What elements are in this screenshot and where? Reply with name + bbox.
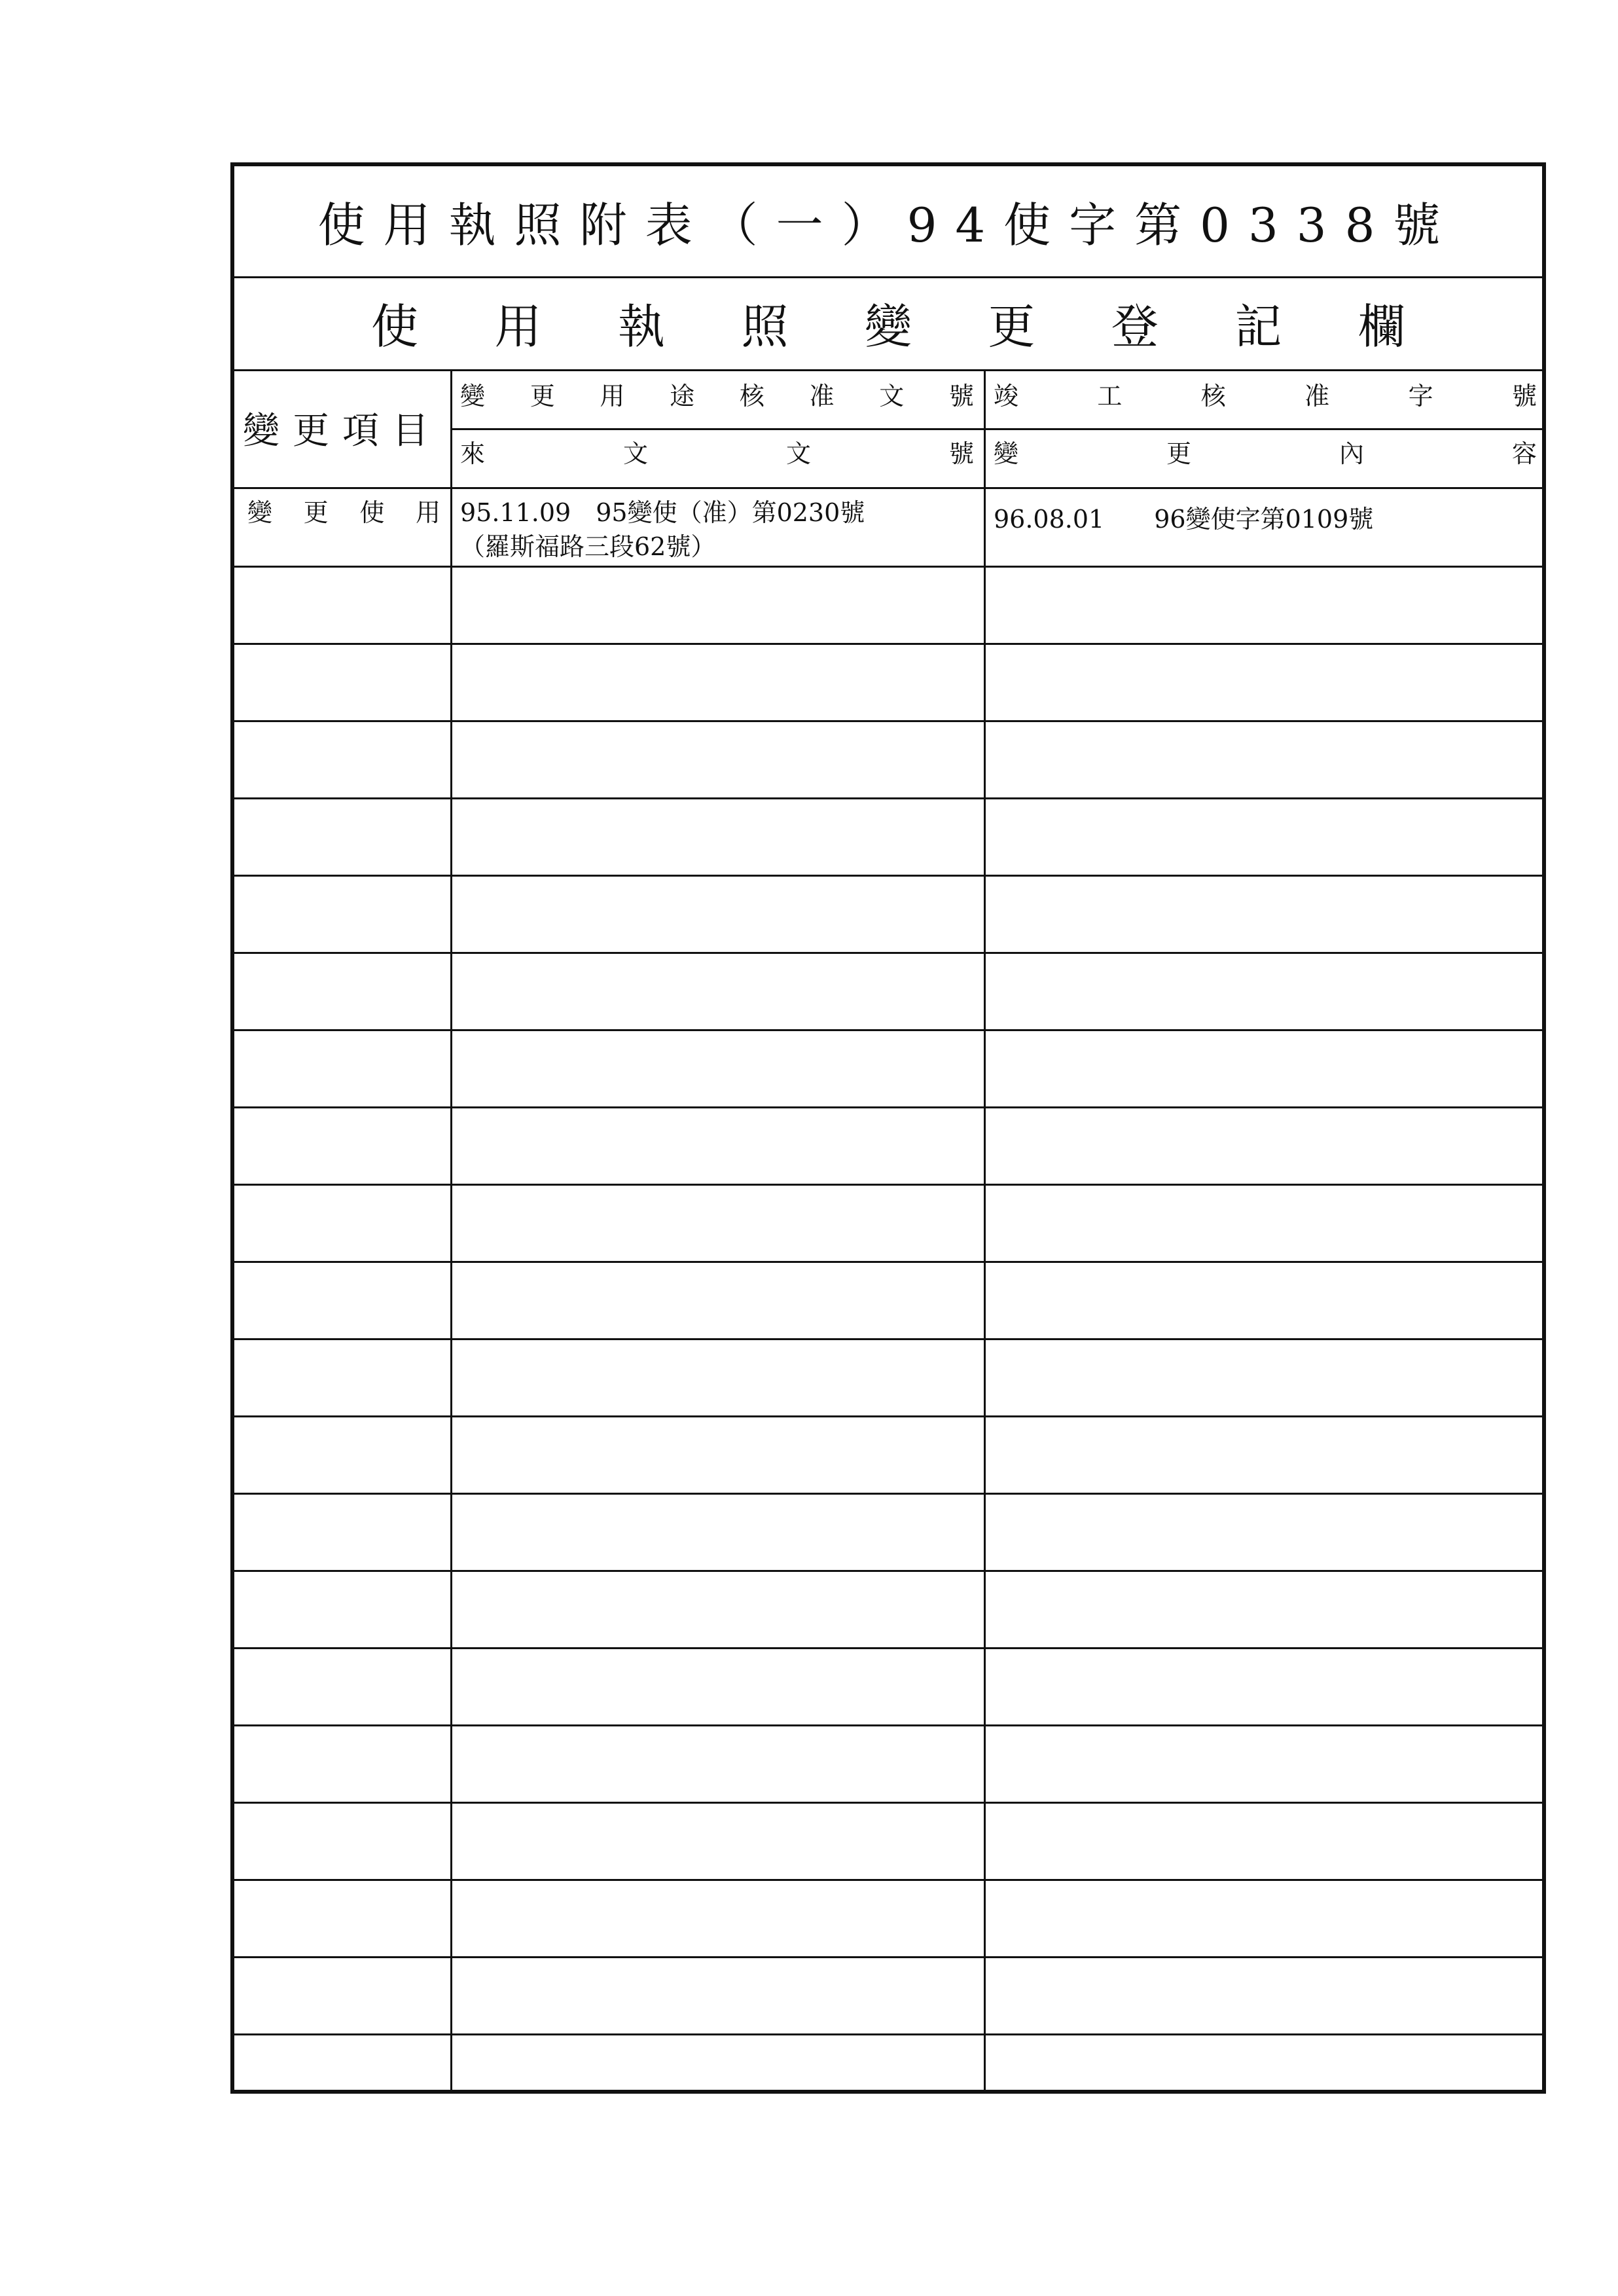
document-title-text: 使用執照附表（一）94使字第0338號 (317, 198, 1459, 253)
row-change-item (247, 500, 440, 525)
subtitle-char: 執 (617, 299, 665, 354)
header-char: 內 (1339, 439, 1364, 468)
header-incoming-doc-no (460, 441, 974, 466)
header-char: 用 (600, 382, 625, 410)
header-char: 途 (670, 382, 695, 410)
header-char: 文 (785, 439, 811, 468)
subtitle-char: 更 (988, 299, 1035, 354)
header-char: 工 (1097, 382, 1123, 410)
header-char: 文 (622, 439, 648, 468)
header-change-content (994, 441, 1537, 466)
header-completion-approval-no (994, 384, 1537, 409)
table-row-rule (234, 1493, 1542, 1495)
subtitle-char: 使 (371, 299, 419, 354)
subtitle-char: 變 (864, 299, 912, 354)
row-approval-address: （羅斯福路三段62號） (460, 532, 716, 561)
table-row-rule (234, 1570, 1542, 1572)
header-char: 核 (739, 382, 764, 410)
table-row-rule (234, 1338, 1542, 1340)
table-row-rule (234, 2033, 1542, 2035)
table-row-rule (234, 1724, 1542, 1726)
header-char: 變 (460, 382, 486, 410)
change-register-table (234, 369, 1542, 2090)
table-row-rule (234, 1956, 1542, 1958)
subtitle-char: 照 (741, 299, 789, 354)
row-item-char: 更 (303, 498, 329, 527)
table-row-rule (234, 875, 1542, 877)
header-char: 號 (1511, 382, 1537, 410)
header-char: 更 (530, 382, 555, 410)
subtitle-char: 用 (494, 299, 542, 354)
header-char: 字 (1408, 382, 1433, 410)
header-char: 准 (809, 382, 835, 410)
header-char: 准 (1304, 382, 1330, 410)
row-item-char: 變 (247, 498, 273, 527)
subtitle-char: 欄 (1357, 299, 1405, 354)
header-bottom-rule (234, 487, 1542, 489)
table-row-rule (234, 643, 1542, 645)
row-item-char: 使 (359, 498, 385, 527)
header-char: 號 (948, 439, 974, 468)
table-row-rule (234, 1106, 1542, 1108)
header-char: 號 (948, 382, 974, 410)
subtitle-char: 記 (1234, 299, 1282, 354)
table-row-rule (234, 1802, 1542, 1804)
subtitle-char: 登 (1111, 299, 1159, 354)
table-row-rule (234, 952, 1542, 954)
header-approval-doc-no (460, 384, 974, 409)
row-completion-no: 96.08.01 96變使字第0109號 (994, 505, 1374, 534)
table-row-rule (234, 1879, 1542, 1881)
table-row-rule (234, 1184, 1542, 1186)
header-change-item: 變更項目 (243, 410, 442, 452)
header-char: 變 (994, 439, 1019, 468)
document-subtitle-text (371, 289, 1405, 357)
row-approval-doc: 95.11.09 95變使（准）第0230號 (460, 498, 865, 527)
table-row-rule (234, 797, 1542, 799)
header-char: 文 (879, 382, 905, 410)
header-divider (450, 428, 1542, 430)
table-row-rule (234, 1029, 1542, 1031)
column-divider (984, 369, 986, 2090)
header-char: 來 (460, 439, 486, 468)
column-divider (450, 369, 452, 2090)
header-char: 竣 (994, 382, 1019, 410)
table-row-rule (234, 720, 1542, 722)
document-subtitle (234, 276, 1542, 371)
table-row-rule (234, 1415, 1542, 1417)
table-row-rule (234, 1647, 1542, 1649)
header-char: 更 (1166, 439, 1191, 468)
document-title (234, 166, 1542, 278)
header-char: 容 (1511, 439, 1537, 468)
table-row-rule (234, 1261, 1542, 1263)
license-appendix-form (230, 162, 1546, 2094)
row-item-char: 用 (415, 498, 440, 527)
header-char: 核 (1200, 382, 1226, 410)
table-row-rule (234, 566, 1542, 568)
